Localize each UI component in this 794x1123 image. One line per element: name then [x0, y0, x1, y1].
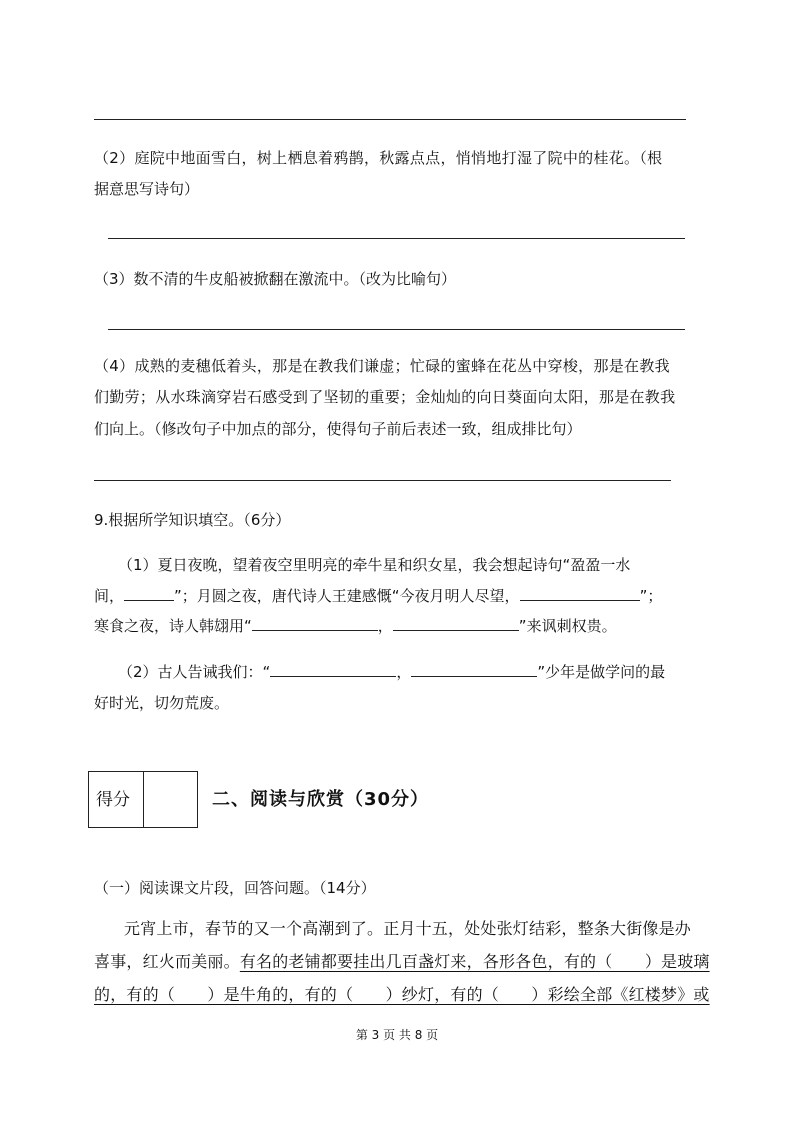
q8-item4-line2: 们勤劳；从水珠滴穿岩石感受到了坚韧的重要；金灿灿的向日葵面向太阳，那是在教我: [94, 388, 676, 406]
q8-item4-line3: 们向上。（修改句子中加点的部分，使得句子前后表述一致，组成排比句）: [94, 420, 582, 438]
score-box: [88, 771, 198, 828]
q9-item2-line2: 好时光，切勿荒废。: [94, 694, 230, 712]
answer-line-4: [94, 480, 671, 481]
q9-item1-line2-b: ”；月圆之夜，唐代诗人王建感慨“今夜月明人尽望，: [174, 587, 520, 605]
q9-item2-line1-b: ，: [396, 663, 412, 681]
reading1-line1: 元宵上市，春节的又一个高潮到了。正月十五，处处张灯结彩，整条大街像是办: [124, 919, 692, 938]
reading1-line2-underlined: 有名的老铺都要挂出几百盏灯来，各形各色，有的（ ）是玻璃: [239, 952, 710, 971]
q9-item1-line3: [94, 615, 617, 636]
reading1-line3: 的，有的（ ）是牛角的，有的（ ）纱灯，有的（ ）彩绘全部《红楼梦》或: [94, 985, 710, 1004]
q9-item1-line3-c: ”来讽刺权贵。: [518, 617, 617, 635]
fill-blank[interactable]: [270, 661, 396, 677]
q9-title: 9.根据所学知识填空。（6分）: [94, 511, 291, 529]
reading1-title: （一）阅读课文片段，回答问题。（14分）: [94, 879, 376, 897]
q9-item1-line2-a: 间，: [94, 587, 125, 605]
fill-blank[interactable]: [393, 615, 519, 631]
fill-blank[interactable]: [520, 585, 640, 601]
fill-blank[interactable]: [124, 585, 174, 601]
q8-item2-line1: （2）庭院中地面雪白，树上栖息着鸦鹊，秋露点点，悄悄地打湿了院中的桂花。（根: [94, 149, 663, 167]
q9-item2-line1: [118, 661, 665, 682]
q9-item1-line1: （1）夏日夜晚，望着夜空里明亮的牵牛星和织女星，我会想起诗句“盈盈一水: [118, 556, 631, 574]
page-number: 第 3 页 共 8 页: [355, 1028, 439, 1042]
q9-item1-line2-c: ”；: [639, 587, 663, 605]
section-title: 二、阅读与欣赏（30分）: [212, 789, 430, 810]
q9-item1-line3-b: ，: [377, 617, 393, 635]
q9-item2-line1-a: （2）古人告诫我们：“: [118, 663, 271, 681]
q9-item2-line1-c: ”少年是做学问的最: [537, 663, 666, 681]
reading1-line2: [94, 949, 710, 972]
q8-item4-line1: （4）成熟的麦穗低着头，那是在教我们谦虚；忙碌的蜜蜂在花丛中穿梭，那是在教我: [94, 357, 670, 375]
q8-item2-line2: 据意思写诗句）: [94, 180, 200, 198]
answer-line-3: [108, 329, 685, 330]
q9-item1-line3-a: 寒食之夜，诗人韩翃用“: [94, 617, 252, 635]
q9-item1-line2: [94, 585, 662, 606]
fill-blank[interactable]: [252, 615, 378, 631]
answer-line-1: [94, 119, 686, 120]
answer-line-2: [108, 238, 685, 239]
score-box-divider: [143, 772, 144, 827]
fill-blank[interactable]: [411, 661, 537, 677]
score-label: 得分: [96, 790, 130, 810]
q8-item3-line1: （3）数不清的牛皮船被掀翻在激流中。（改为比喻句）: [94, 270, 457, 288]
reading1-line2-plain: 喜事，红火而美丽。: [94, 952, 240, 971]
